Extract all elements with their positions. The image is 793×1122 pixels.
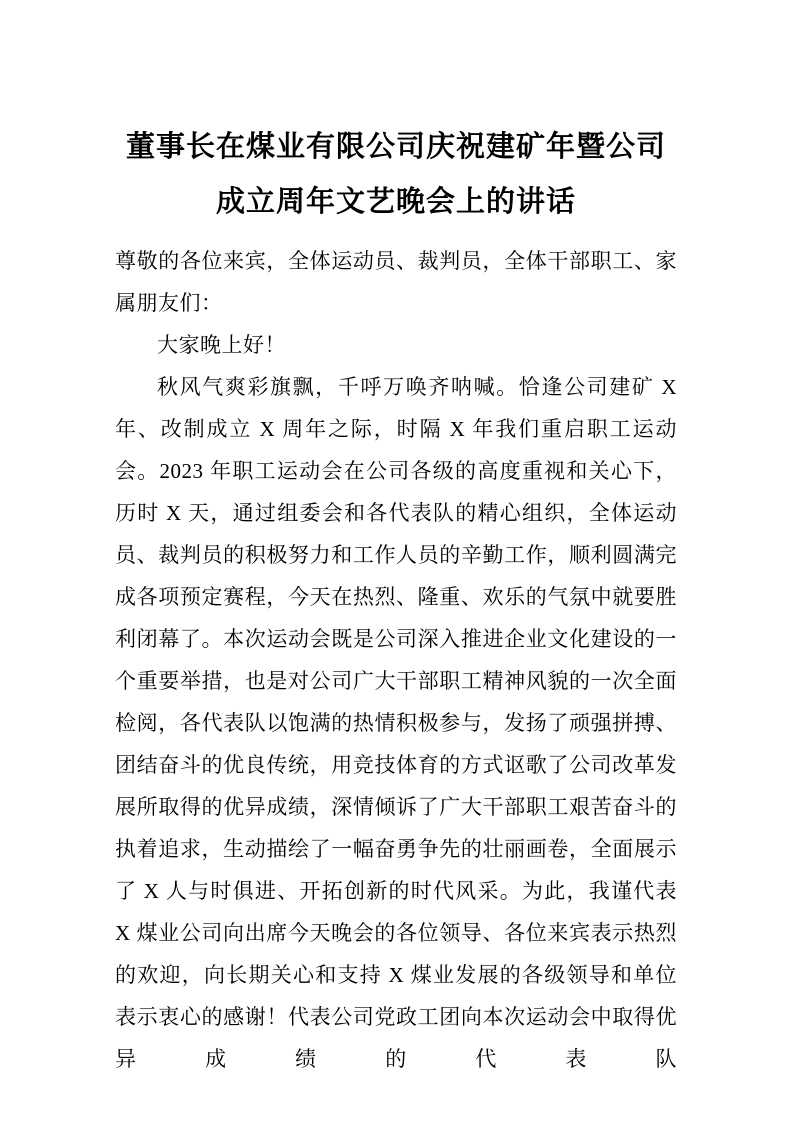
paragraph-salutation: 尊敬的各位来宾，全体运动员、裁判员，全体干部职工、家属朋友们： [115,249,677,315]
document-title: 董事长在煤业有限公司庆祝建矿年暨公司成立周年文艺晚会上的讲话 [125,131,666,218]
paragraph-greeting: 大家晚上好！ [157,333,286,357]
paragraph-body: 秋风气爽彩旗飘，千呼万唤齐呐喊。恰逢公司建矿 X 年、改制成立 X 周年之际，时隔 X 年我们重启职工运动会。2023 年职工运动会在公司各级的高度重视和关心下，历时 X 天，通过组委会和各代表队的精心组织，全体运动员、裁判员的积极努力和工作人员的辛勤工作，顺利圆满完成各项预定赛程，今天在热烈、隆重、欢乐的气氛中就要胜利闭幕了。本次运动会既是公司深入推进企业文化建设的一个重要举措，也是对公司广大干部职工精神风貌的一次全面检阅，各代表队以饱满的热情积极参与，发扬了顽强拼搏、团结奋斗的优良传统，用竞技体育的方式讴歌了公司改革发展所取得的优异成绩，深情倾诉了广大干部职工艰苦奋斗的执着追求，生动描绘了一幅奋勇争先的壮丽画卷，全面展示了 X 人与时俱进、开拓创新的时代风采。为此，我谨代表 X 煤业公司向出席今天晚会的各位领导、各位来宾表示热烈的欢迎，向长期关心和支持 X 煤业发展的各级领导和单位表示衷心的感谢！代表公司党政工团向本次运动会中取得优异成绩的代表队 [115,375,677,1071]
